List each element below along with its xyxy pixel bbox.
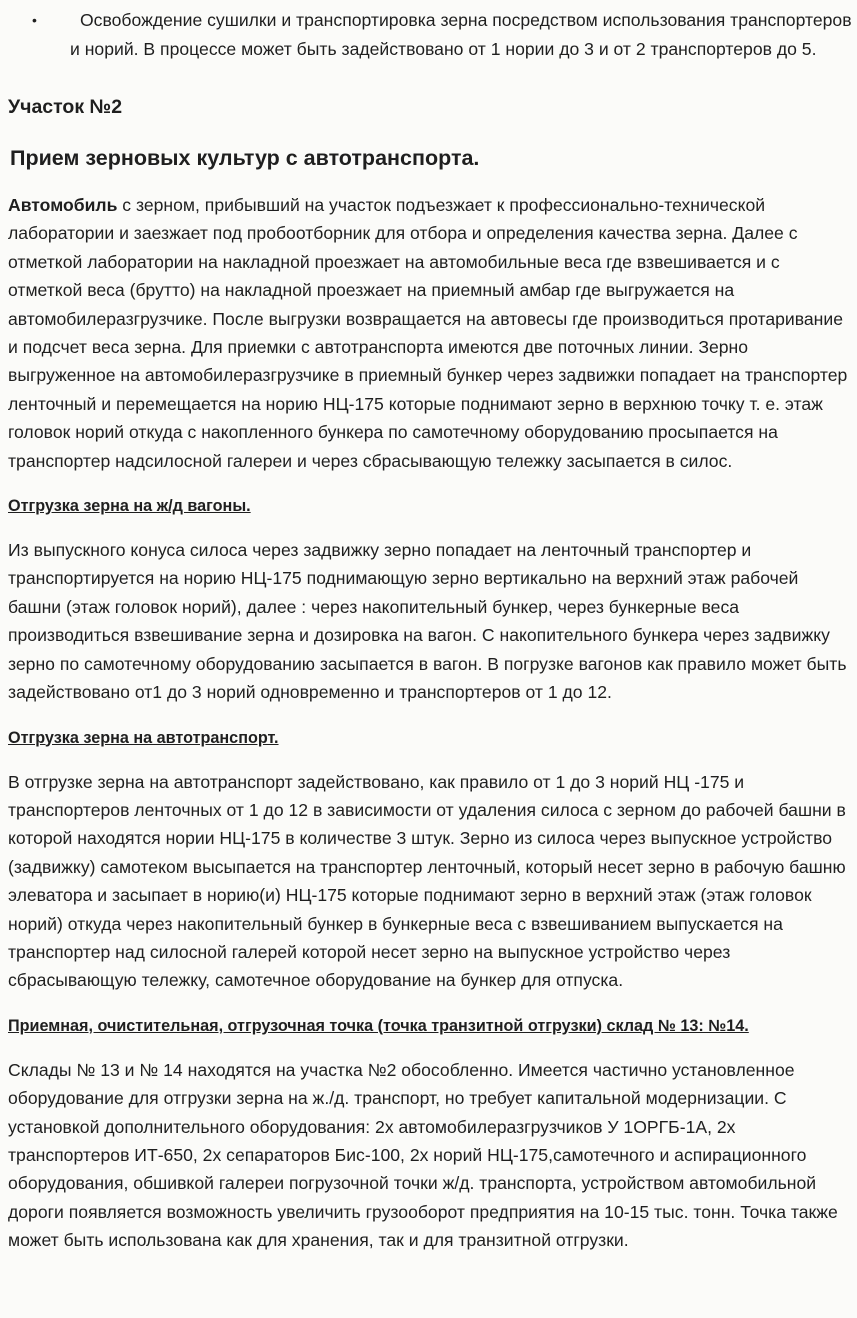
main-title: Прием зерновых культур с автотранспорта. xyxy=(10,146,480,170)
bullet-item xyxy=(8,6,853,63)
intro-text: с зерном, прибывший на участок подъезжает к профессионально-технической лаборатории и заезжает под пробоотборник для отбора и определения качества зерна. Далее с отметкой лаборатории на накладной проезжает на автомобильные веса где взвешивается и с отметкой веса (брутто) на накладной проезжает на приемный амбар где выгружается на автомобилеразгрузчике. После выгрузки возвращается на автовесы где производиться протаривание и подсчет веса зерна. Для приемки с автотранспорта имеются две поточных линии. Зерно выгруженное на автомобилеразгрузчике в приемный бункер через задвижки попадает на транспортер ленточный и перемещается на норию НЦ-175 которые поднимают зерно в верхнюю точку т. е. этаж головок норий откуда с накопленного бункера по самотечному оборудованию просыпается на транспортер надсилосной галереи и через сбрасывающую тележку засыпается в силос. xyxy=(8,195,848,471)
subsection-heading-truck: Отгрузка зерна на автотранспорт. xyxy=(8,728,279,747)
bullet-marker: • xyxy=(32,12,37,28)
bullet-text: Освобождение сушилки и транспортировка зерна посредством использования транспортеров и норий. В процессе может быть задействовано от 1 нории до 3 и от 2 транспортеров до 5. xyxy=(70,10,852,59)
subsection-text-rail: Из выпускного конуса силоса через задвижку зерно попадает на ленточный транспортер и транспортируется на норию НЦ-175 поднимающую зерно вертикально на верхний этаж рабочей башни (этаж головок норий), далее : через накопительный бункер, через бункерные веса производиться взвешивание зерна и дозировка на вагон. С накопительного бункера через задвижку зерно по самотечному оборудованию засыпается в вагон. В погрузке вагонов как правило может быть задействовано от1 до 3 норий одновременно и транспортеров от 1 до 12. xyxy=(8,540,847,703)
subsection-heading-warehouse: Приемная, очистительная, отгрузочная точка (точка транзитной отгрузки) склад № 13: №14. xyxy=(8,1016,749,1035)
intro-paragraph xyxy=(8,191,853,475)
subsection-text-truck: В отгрузке зерна на автотранспорт задействовано, как правило от 1 до 3 норий НЦ -175 и транспортеров ленточных от 1 до 12 в зависимости от удаления силоса с зерном до рабочей башни в которой находятся нории НЦ-175 в количестве 3 штук. Зерно из силоса через выпускное устройство (задвижку) самотеком высыпается на транспортер ленточный, который несет зерно в рабочую башню элеватора и засыпает в норию(и) НЦ-175 которые поднимают зерно в верхний этаж (этаж головок норий) откуда через накопительный бункер в бункерные веса с взвешиванием выпускается на транспортер над силосной галерей которой несет зерно на выпускное устройство через сбрасывающую тележку, самотечное оборудование на бункер для отпуска. xyxy=(8,771,846,991)
section-heading: Участок №2 xyxy=(8,96,123,118)
subsection-heading-rail: Отгрузка зерна на ж/д вагоны. xyxy=(8,497,251,516)
intro-lead-word: Автомобиль xyxy=(8,195,118,215)
subsection-text-warehouse: Склады № 13 и № 14 находятся на участка №2 обособленно. Имеется частично установленное оборудование для отгрузки зерна на ж./д. транспорт, но требует капитальной модернизации. С установкой дополнительного оборудования: 2х автомобилеразгрузчиков У 1ОРГБ-1А, 2х транспортеров ИТ-650, 2х сепараторов Бис-100, 2х норий НЦ-175,самотечного и аспирационного оборудования, обшивкой галереи погрузочной точки ж/д. транспорта, устройством автомобильной дороги появляется возможность увеличить грузооборот предприятия на 10-15 тыс. тонн. Точка также может быть использована как для хранения, так и для транзитной отгрузки. xyxy=(8,1059,838,1251)
